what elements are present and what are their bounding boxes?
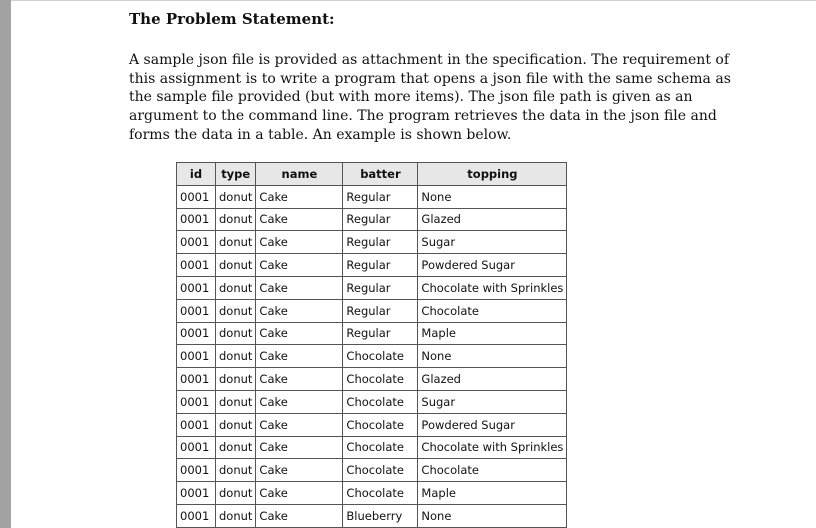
cell-batter: Chocolate xyxy=(343,436,418,459)
column-header-name: name xyxy=(256,163,343,186)
cell-batter: Regular xyxy=(343,276,418,299)
cell-topping: Chocolate xyxy=(418,459,567,482)
cell-type: donut xyxy=(216,504,256,527)
cell-id: 0001 xyxy=(177,276,216,299)
cell-topping: None xyxy=(418,345,567,368)
cell-topping: Sugar xyxy=(418,390,567,413)
cell-batter: Chocolate xyxy=(343,482,418,505)
cell-type: donut xyxy=(216,368,256,391)
cell-batter: Regular xyxy=(343,299,418,322)
cell-id: 0001 xyxy=(177,436,216,459)
paragraph-line: the sample file provided (but with more items). The json file path is given as an xyxy=(129,89,693,106)
cell-batter: Blueberry xyxy=(343,504,418,527)
table-row xyxy=(177,390,567,413)
cell-batter: Regular xyxy=(343,322,418,345)
table-header-row xyxy=(177,163,567,186)
cell-topping: Chocolate with Sprinkles xyxy=(418,276,567,299)
cell-name: Cake xyxy=(256,390,343,413)
cell-type: donut xyxy=(216,390,256,413)
cell-topping: None xyxy=(418,185,567,208)
cell-name: Cake xyxy=(256,345,343,368)
table-row xyxy=(177,299,567,322)
cell-type: donut xyxy=(216,413,256,436)
cell-batter: Chocolate xyxy=(343,368,418,391)
cell-id: 0001 xyxy=(177,504,216,527)
cell-type: donut xyxy=(216,482,256,505)
cell-topping: Maple xyxy=(418,482,567,505)
cell-name: Cake xyxy=(256,436,343,459)
cell-topping: Powdered Sugar xyxy=(418,254,567,277)
cell-topping: Sugar xyxy=(418,231,567,254)
cell-topping: Chocolate xyxy=(418,299,567,322)
paragraph-line: argument to the command line. The program retrieves the data in the json file and xyxy=(129,108,717,125)
cell-topping: Maple xyxy=(418,322,567,345)
table-row xyxy=(177,436,567,459)
table-row xyxy=(177,254,567,277)
cell-name: Cake xyxy=(256,504,343,527)
cell-id: 0001 xyxy=(177,482,216,505)
cell-name: Cake xyxy=(256,368,343,391)
cell-name: Cake xyxy=(256,413,343,436)
table-row xyxy=(177,482,567,505)
column-header-id: id xyxy=(177,163,216,186)
cell-name: Cake xyxy=(256,276,343,299)
cell-type: donut xyxy=(216,208,256,231)
cell-topping: Powdered Sugar xyxy=(418,413,567,436)
cell-type: donut xyxy=(216,231,256,254)
example-table xyxy=(176,162,567,528)
cell-type: donut xyxy=(216,345,256,368)
cell-name: Cake xyxy=(256,254,343,277)
cell-name: Cake xyxy=(256,231,343,254)
cell-id: 0001 xyxy=(177,322,216,345)
table-row xyxy=(177,413,567,436)
cell-type: donut xyxy=(216,299,256,322)
cell-name: Cake xyxy=(256,322,343,345)
cell-type: donut xyxy=(216,322,256,345)
section-heading: The Problem Statement: xyxy=(129,10,335,28)
table-row xyxy=(177,459,567,482)
cell-id: 0001 xyxy=(177,345,216,368)
cell-id: 0001 xyxy=(177,413,216,436)
cell-batter: Regular xyxy=(343,231,418,254)
cell-type: donut xyxy=(216,436,256,459)
column-header-type: type xyxy=(216,163,256,186)
cell-type: donut xyxy=(216,185,256,208)
cell-id: 0001 xyxy=(177,459,216,482)
cell-topping: None xyxy=(418,504,567,527)
cell-type: donut xyxy=(216,276,256,299)
cell-batter: Regular xyxy=(343,208,418,231)
column-header-batter: batter xyxy=(343,163,418,186)
cell-topping: Glazed xyxy=(418,368,567,391)
cell-id: 0001 xyxy=(177,254,216,277)
cell-topping: Glazed xyxy=(418,208,567,231)
cell-name: Cake xyxy=(256,299,343,322)
cell-type: donut xyxy=(216,254,256,277)
table-row xyxy=(177,345,567,368)
cell-id: 0001 xyxy=(177,390,216,413)
table-row xyxy=(177,504,567,527)
cell-batter: Chocolate xyxy=(343,345,418,368)
problem-paragraph xyxy=(129,51,729,145)
page-top-border xyxy=(11,0,816,1)
paragraph-line: this assignment is to write a program that opens a json file with the same schema as xyxy=(129,70,731,87)
cell-id: 0001 xyxy=(177,208,216,231)
cell-id: 0001 xyxy=(177,231,216,254)
cell-batter: Chocolate xyxy=(343,413,418,436)
table-row xyxy=(177,368,567,391)
cell-batter: Chocolate xyxy=(343,459,418,482)
cell-id: 0001 xyxy=(177,185,216,208)
document-page xyxy=(11,0,816,528)
table-row xyxy=(177,231,567,254)
viewer-gutter xyxy=(0,0,11,528)
cell-name: Cake xyxy=(256,185,343,208)
table-row xyxy=(177,185,567,208)
column-header-topping: topping xyxy=(418,163,567,186)
cell-batter: Chocolate xyxy=(343,390,418,413)
table-body xyxy=(177,185,567,527)
cell-name: Cake xyxy=(256,208,343,231)
table-row xyxy=(177,208,567,231)
cell-batter: Regular xyxy=(343,185,418,208)
cell-topping: Chocolate with Sprinkles xyxy=(418,436,567,459)
paragraph-line: forms the data in a table. An example is shown below. xyxy=(129,126,512,143)
cell-id: 0001 xyxy=(177,368,216,391)
cell-name: Cake xyxy=(256,459,343,482)
paragraph-line: A sample json file is provided as attachment in the specification. The requirement of xyxy=(129,52,730,68)
cell-name: Cake xyxy=(256,482,343,505)
table-row xyxy=(177,322,567,345)
cell-id: 0001 xyxy=(177,299,216,322)
cell-type: donut xyxy=(216,459,256,482)
cell-batter: Regular xyxy=(343,254,418,277)
table-row xyxy=(177,276,567,299)
